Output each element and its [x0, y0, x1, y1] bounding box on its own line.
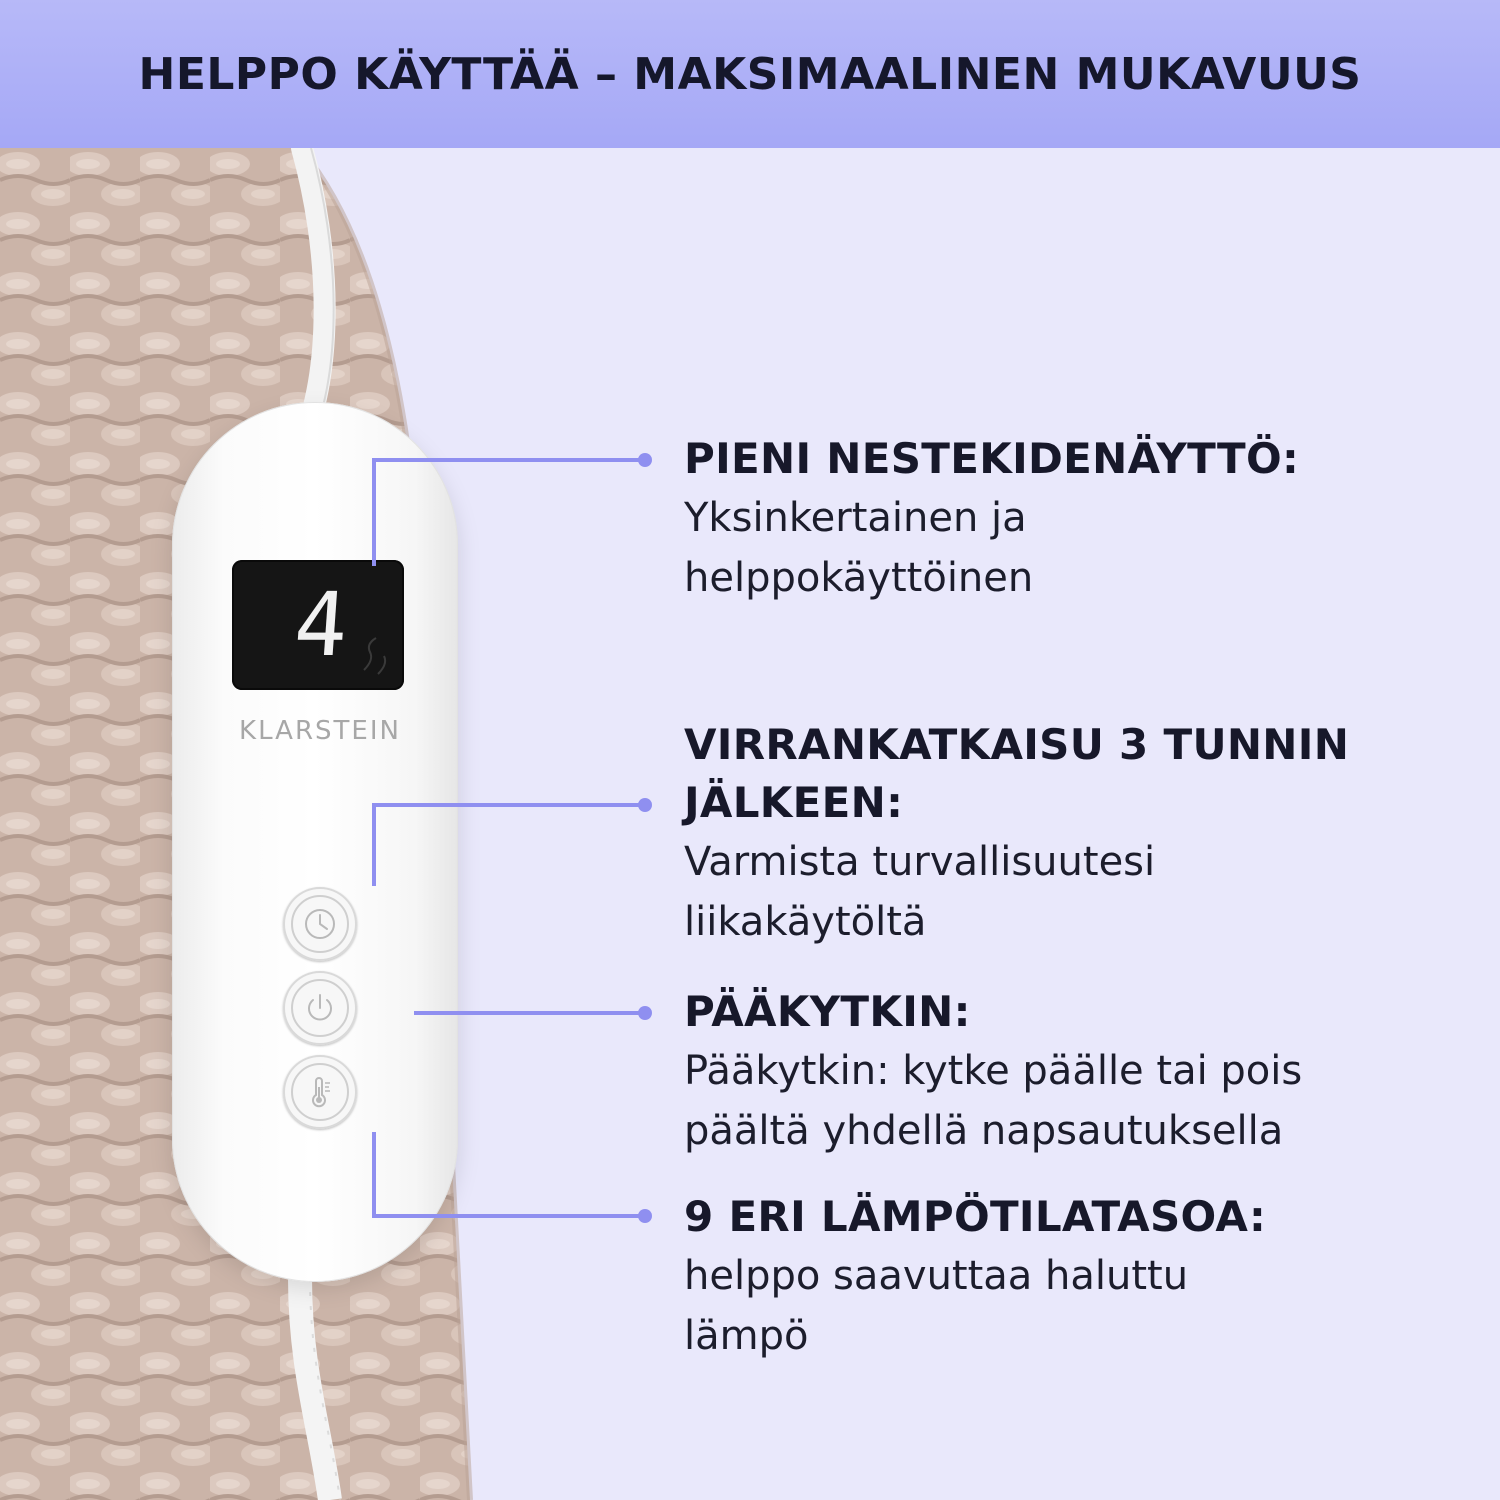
feature-desc-line: helppokäyttöinen	[684, 555, 1034, 601]
power-button-ring	[291, 979, 349, 1037]
feature-desc-line: Varmista turvallisuutesi	[684, 839, 1156, 885]
feature-desc-line: lämpö	[684, 1313, 809, 1359]
feature-desc-line: Pääkytkin: kytke päälle tai pois	[684, 1048, 1303, 1094]
clock-icon	[303, 907, 337, 941]
lcd-display	[232, 560, 404, 690]
connector-dot-lcd	[638, 453, 652, 467]
feature-auto-off	[684, 716, 1444, 952]
feature-temperature-levels	[684, 1188, 1444, 1366]
feature-lcd	[684, 430, 1444, 608]
feature-desc-line: Yksinkertainen ja	[684, 495, 1027, 541]
thermometer-icon	[303, 1075, 337, 1109]
feature-title: 9 ERI LÄMPÖTILATASOA:	[684, 1192, 1267, 1241]
power-button[interactable]	[283, 971, 357, 1045]
feature-main-switch	[684, 983, 1444, 1161]
feature-desc-line: helppo saavuttaa haluttu	[684, 1253, 1189, 1299]
temperature-button-ring	[291, 1063, 349, 1121]
connector-dot-power	[638, 1006, 652, 1020]
temperature-button[interactable]	[283, 1055, 357, 1129]
feature-desc-line: päältä yhdellä napsautuksella	[684, 1108, 1284, 1154]
connector-dot-timer	[638, 798, 652, 812]
brand-logo: KLARSTEIN	[239, 716, 401, 746]
lcd-heat-indicator-icon	[360, 630, 400, 680]
lcd-level-value: 4	[290, 573, 352, 676]
feature-title-line: JÄLKEEN:	[684, 778, 904, 827]
remote-control	[172, 402, 458, 1282]
feature-title-line: VIRRANKATKAISU 3 TUNNIN	[684, 720, 1350, 769]
feature-desc-line: liikakäytöltä	[684, 899, 927, 945]
connector-dot-temperature	[638, 1209, 652, 1223]
timer-button-ring	[291, 895, 349, 953]
timer-button[interactable]	[283, 887, 357, 961]
feature-title: PÄÄKYTKIN:	[684, 987, 971, 1036]
power-icon	[303, 991, 337, 1025]
header-banner	[0, 0, 1500, 148]
page-title: HELPPO KÄYTTÄÄ – MAKSIMAALINEN MUKAVUUS	[138, 48, 1362, 100]
feature-title: PIENI NESTEKIDENÄYTTÖ:	[684, 434, 1300, 483]
